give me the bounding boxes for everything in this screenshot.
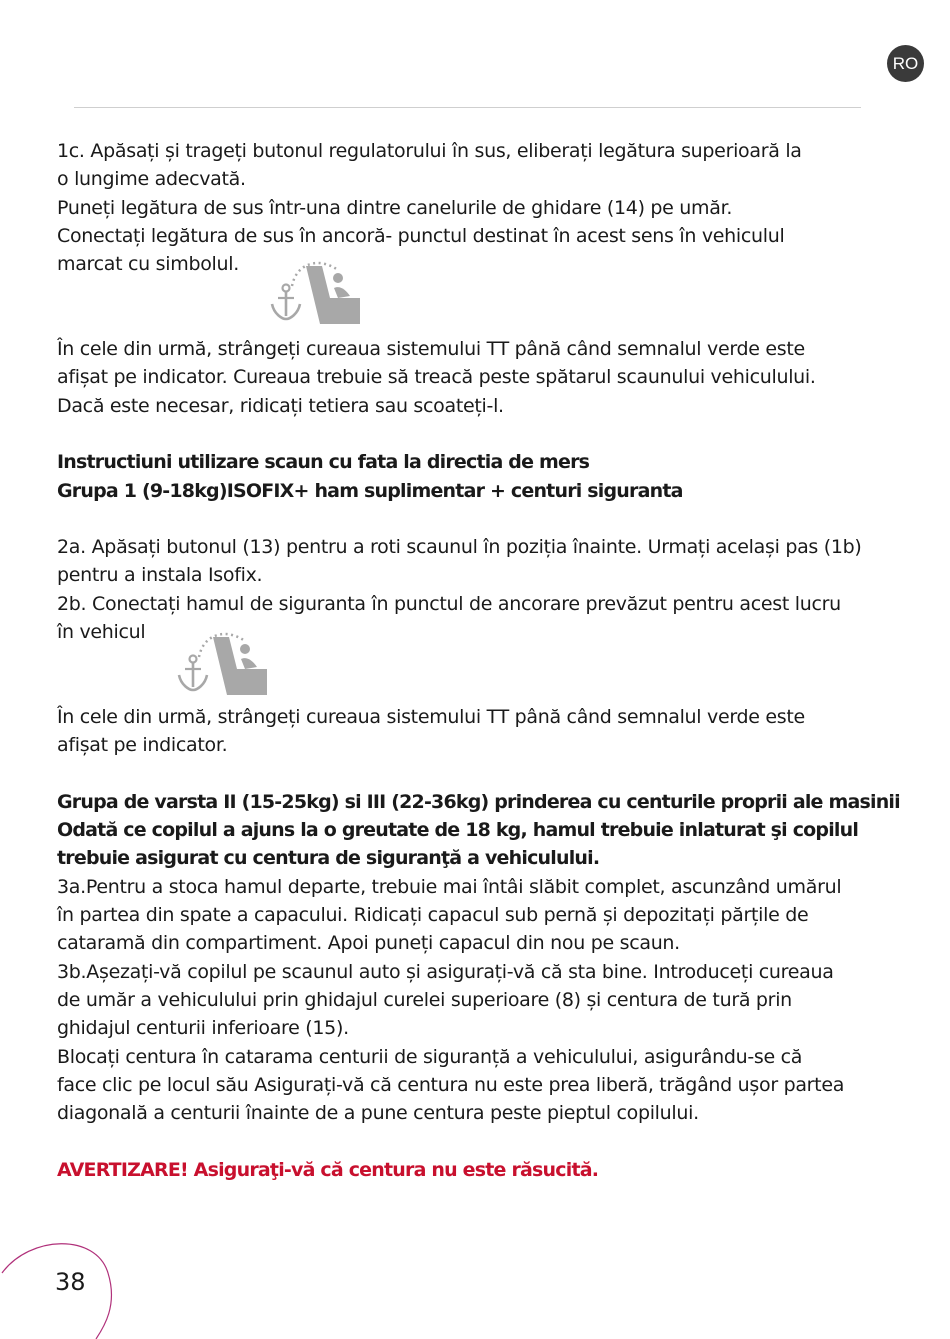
line: AVERTIZARE! Asiguraţi-vă că centura nu este răsucită. — [57, 1158, 599, 1181]
line: Dacă este necesar, ridicați tetiera sau scoateți-l. — [57, 394, 504, 417]
paragraph-3a-3b — [57, 873, 917, 1128]
line: marcat cu simbolul. — [57, 253, 239, 276]
line: În cele din urmă, strângeți cureaua sistemului TT până când semnalul verde este — [57, 338, 805, 361]
line: 3b.Așezați-vă copilul pe scaunul auto și asigurați-vă că sta bine. Introduceți cureaua — [57, 960, 834, 983]
page-number: 38 — [55, 1268, 86, 1296]
line: Grupa 1 (9-18kg)ISOFIX+ ham suplimentar + centuri siguranta — [57, 479, 683, 502]
line: ghidajul centurii inferioare (15). — [57, 1017, 349, 1040]
line: afișat pe indicator. — [57, 734, 228, 757]
line: 2a. Apăsați butonul (13) pentru a roti scaunul în poziția înainte. Urmați același pas (1b) — [57, 536, 862, 559]
language-badge: RO — [887, 45, 924, 82]
line: Grupa de varsta II (15-25kg) si III (22-36kg) prinderea cu centurile proprii ale masinii — [57, 790, 900, 813]
line: o lungime adecvată. — [57, 168, 246, 191]
line: diagonală a centurii înainte de a pune centura peste pieptul copilului. — [57, 1102, 699, 1125]
header-divider — [74, 107, 861, 108]
isofix-top-tether-anchor-icon — [268, 254, 364, 326]
line: cataramă din compartiment. Apoi puneți capacul din nou pe scaun. — [57, 932, 680, 955]
heading-group-2-3 — [57, 788, 917, 873]
isofix-top-tether-anchor-icon — [174, 625, 272, 697]
line: Odată ce copilul a ajuns la o greutate de 18 kg, hamul trebuie inlaturat şi copilul — [57, 819, 859, 842]
line: 1c. Apăsați și trageți butonul regulatorului în sus, eliberați legătura superioară la — [57, 140, 802, 162]
line: 2b. Conectați hamul de siguranta în punctul de ancorare prevăzut pentru acest lucru — [57, 592, 841, 615]
line: de umăr a vehiculului prin ghidajul curelei superioare (8) și centura de tură prin — [57, 988, 792, 1011]
line: pentru a instala Isofix. — [57, 564, 263, 587]
line: Puneți legătura de sus într-una dintre canelurile de ghidare (14) pe umăr. — [57, 196, 733, 219]
paragraph-tighten-tt-2 — [57, 703, 917, 760]
paragraph-1c — [57, 137, 917, 278]
line: trebuie asigurat cu centura de siguranţă a vehiculului. — [57, 847, 600, 870]
line: Instructiuni utilizare scaun cu fata la directia de mers — [57, 451, 590, 474]
line: În cele din urmă, strângeți cureaua sistemului TT până când semnalul verde este — [57, 705, 805, 728]
line: afișat pe indicator. Cureaua trebuie să treacă peste spătarul scaunului vehiculului. — [57, 366, 816, 389]
line: 3a.Pentru a stoca hamul departe, trebuie mai întâi slăbit complet, ascunzând umărul — [57, 875, 842, 898]
line: Conectați legătura de sus în ancoră- punctul destinat în acest sens în vehiculul — [57, 224, 785, 247]
line: face clic pe locul său Asigurați-vă că centura nu este prea liberă, trăgând ușor partea — [57, 1073, 845, 1096]
line: Blocați centura în catarama centurii de siguranță a vehiculului, asigurându-se că — [57, 1045, 803, 1068]
line: în partea din spate a capacului. Ridicați capacul sub pernă și depozitați părțile de — [57, 904, 809, 927]
heading-group-1 — [57, 448, 917, 505]
warning-text — [57, 1156, 917, 1184]
line: în vehicul — [57, 621, 146, 644]
paragraph-tighten-tt — [57, 335, 917, 420]
